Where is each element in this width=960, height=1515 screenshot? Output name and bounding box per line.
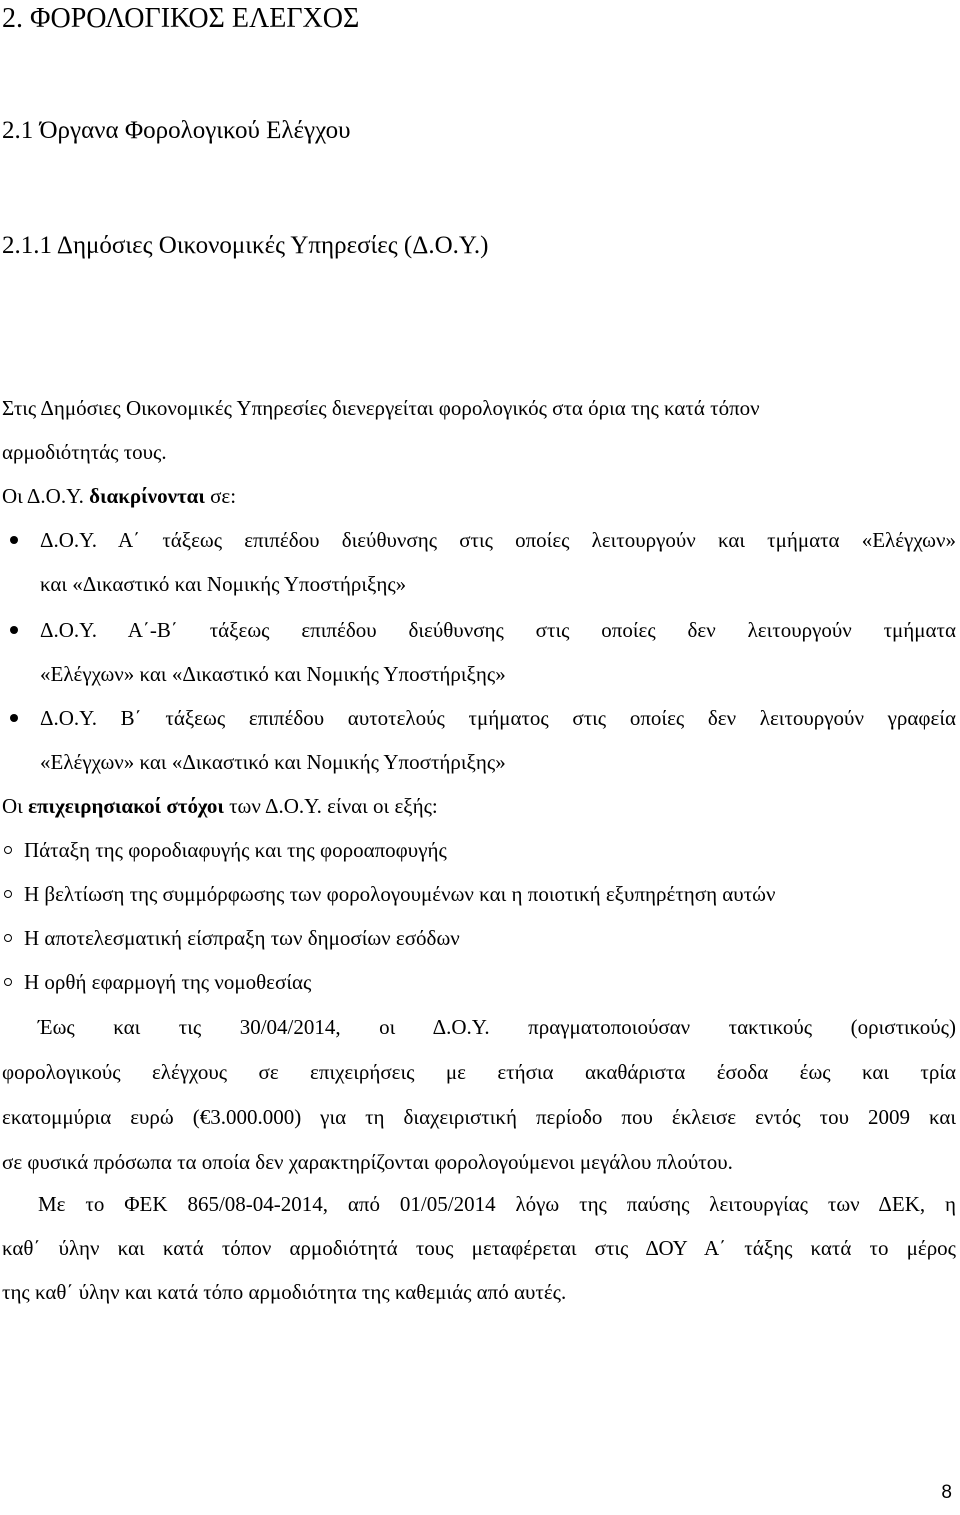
category-item-continuation: «Ελέγχων» και «Δικαστικό και Νομικής Υποστήριξης» [40,750,506,774]
section-heading: 2.1 Όργανα Φορολογικού Ελέγχου [2,117,351,144]
circle-bullet-icon [4,978,12,986]
circle-bullet-icon [4,846,12,854]
category-item: Δ.Ο.Υ. Β΄ τάξεως επιπέδου αυτοτελούς τμήματος στις οποίες δεν λειτουργούν γραφεία [40,706,956,730]
paragraph-line: εκατομμύρια ευρώ (€3.000.000) για τη διαχειριστική περίοδο που έκλεισε εντός του 2009 και [2,1105,956,1129]
bullet-icon [10,626,18,634]
paragraph-line: σε φυσικά πρόσωπα τα οποία δεν χαρακτηρίζονται φορολογούμενοι μεγάλου πλούτου. [2,1150,733,1174]
paragraph-line: Με το ΦΕΚ 865/08-04-2014, από 01/05/2014 λόγω της παύσης λειτουργίας των ΔΕΚ, η [38,1192,956,1216]
intro-line: Στις Δημόσιες Οικονομικές Υπηρεσίες διενεργείται φορολογικός στα όρια της κατά τόπον [2,396,760,420]
text-run: Οι Δ.Ο.Υ. [2,484,90,508]
text-run: των Δ.Ο.Υ. είναι οι εξής: [223,794,438,818]
paragraph-line: Έως και τις 30/04/2014, οι Δ.Ο.Υ. πραγματοποιούσαν τακτικούς (οριστικούς) [38,1015,956,1039]
goals-intro [2,792,438,820]
subsection-heading: 2.1.1 Δημόσιες Οικονομικές Υπηρεσίες (Δ.Ο.Υ.) [2,232,489,259]
classification-intro [2,482,236,510]
circle-bullet-icon [4,934,12,942]
goal-item: Πάταξη της φοροδιαφυγής και της φοροαποφυγής [24,838,447,862]
category-item-continuation: «Ελέγχων» και «Δικαστικό και Νομικής Υποστήριξης» [40,662,506,686]
category-item: Δ.Ο.Υ. Α΄-Β΄ τάξεως επιπέδου διεύθυνσης στις οποίες δεν λειτουργούν τμήματα [40,618,956,642]
paragraph-line: φορολογικούς ελέγχους σε επιχειρήσεις με ετήσια ακαθάριστα έσοδα έως και τρία [2,1060,956,1084]
goal-item: Η αποτελεσματική είσπραξη των δημοσίων εσόδων [24,926,460,950]
paragraph-line: καθ΄ ύλην και κατά τόπον αρμοδιότητά τους μεταφέρεται στις ΔΟΥ Α΄ τάξης κατά το μέρος [2,1236,956,1260]
goal-item: Η ορθή εφαρμογή της νομοθεσίας [24,970,312,994]
page-number: 8 [941,1482,952,1503]
bullet-icon [10,536,18,544]
circle-bullet-icon [4,890,12,898]
bold-text: επιχειρησιακοί στόχοι [28,794,224,818]
bullet-icon [10,714,18,722]
intro-line: αρμοδιότητάς τους. [2,440,167,464]
paragraph-line: της καθ΄ ύλην και κατά τόπο αρμοδιότητα της καθεμιάς από αυτές. [2,1280,567,1304]
bold-text: διακρίνονται [89,484,205,508]
goal-item: Η βελτίωση της συμμόρφωσης των φορολογουμένων και η ποιοτική εξυπηρέτηση αυτών [24,882,776,906]
chapter-heading: 2. ΦΟΡΟΛΟΓΙΚΟΣ ΕΛΕΓΧΟΣ [2,3,360,34]
category-item-continuation: και «Δικαστικό και Νομικής Υποστήριξης» [40,572,407,596]
text-run: σε: [204,484,237,508]
text-run: Οι [2,794,29,818]
category-item: Δ.Ο.Υ. Α΄ τάξεως επιπέδου διεύθυνσης στις οποίες λειτουργούν και τμήματα «Ελέγχων» [40,528,956,552]
